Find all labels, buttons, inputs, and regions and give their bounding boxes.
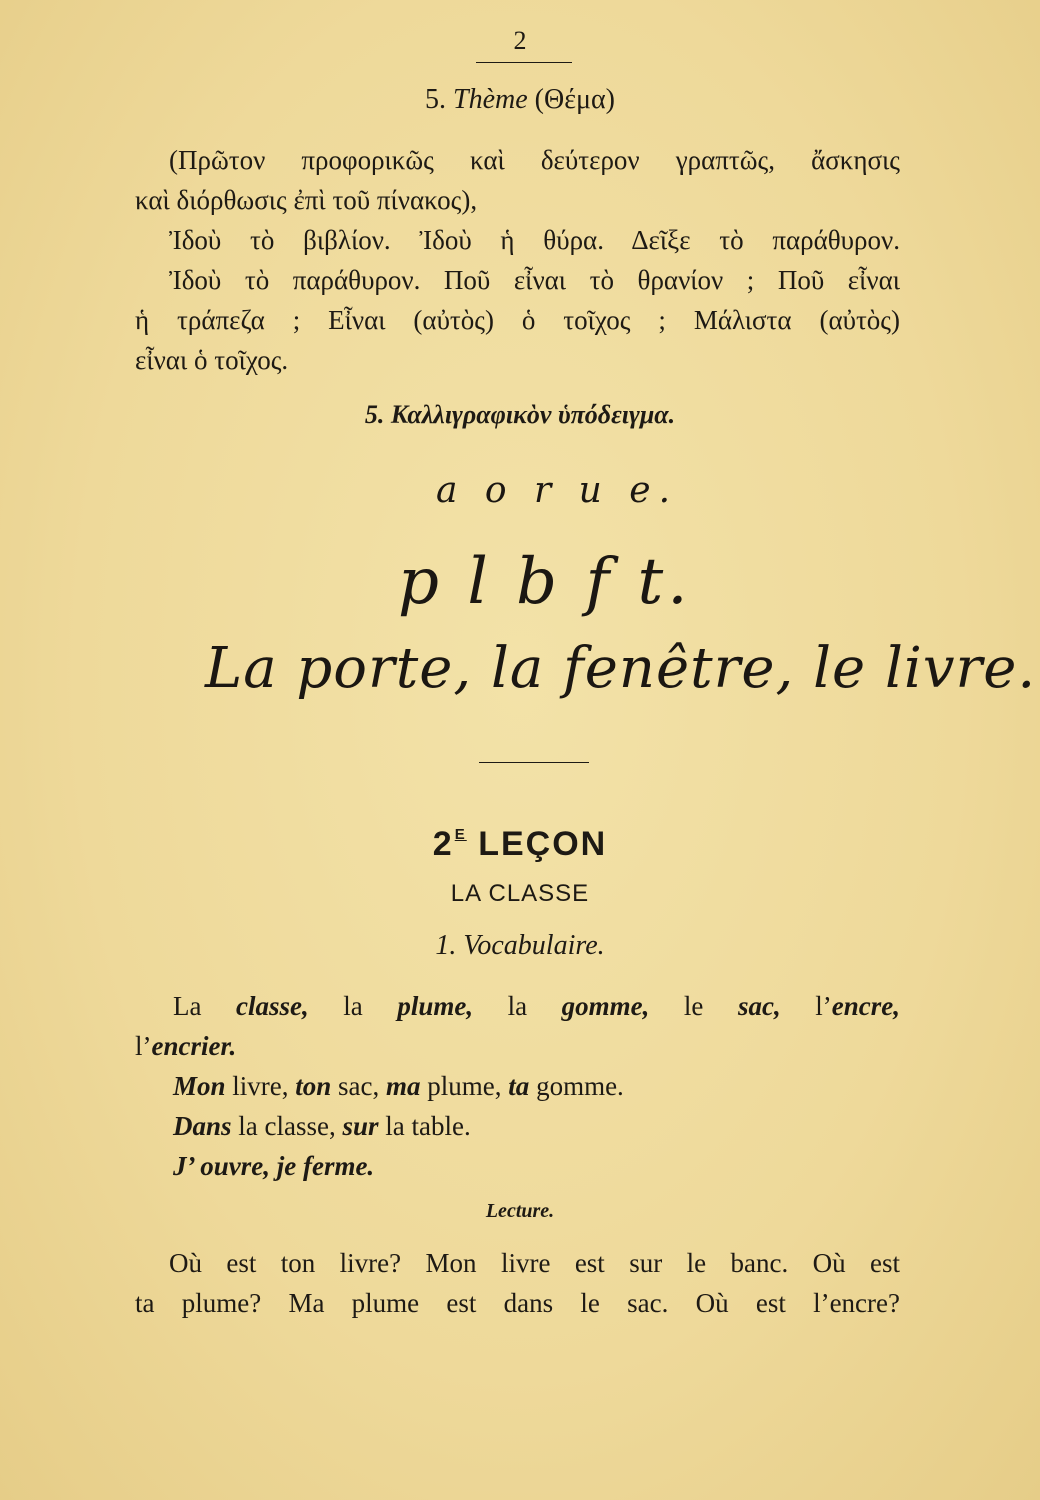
vocab-text: la classe, [231, 1111, 343, 1141]
vocab-line [135, 1066, 900, 1106]
exercise-line: Ἰδοὺ τὸ παράθυρον. Ποῦ εἶναι τὸ θρανίον ; Ποῦ εἶναι [169, 265, 900, 295]
vocab-word: sur [342, 1111, 379, 1141]
vocab-text: livre, [225, 1071, 296, 1101]
exercise-line: Ἰδοὺ τὸ βιβλίον. Ἰδοὺ ἡ θύρα. Δεῖξε τὸ παράθυρον. [169, 225, 900, 255]
lesson-number-sup: E [454, 826, 467, 843]
vocabulary-heading: 1. Vocabulaire. [435, 930, 605, 961]
vocab-text: la table. [378, 1111, 471, 1141]
greek-exercise [135, 140, 900, 380]
section-divider [479, 762, 589, 763]
exercise-line: εἶναι ὁ τοῖχος. [135, 345, 289, 375]
vocab-word: ta [508, 1071, 530, 1101]
vocab-word: sac, [737, 991, 781, 1021]
calligraphy-vowels: a o r u e. [436, 470, 679, 511]
vocab-text: gomme. [529, 1071, 624, 1101]
vocab-word: ma [386, 1071, 421, 1101]
vocab-text: la [308, 991, 398, 1021]
vocab-line [135, 1106, 900, 1146]
page-number-rule [476, 62, 572, 63]
vocab-text: le [649, 991, 738, 1021]
vocab-word: encre, [831, 991, 900, 1021]
lecture-heading: Lecture. [485, 1200, 555, 1222]
vocab-word: encrier. [151, 1031, 237, 1061]
vocabulary-block [135, 986, 900, 1186]
theme-label: Thème [453, 84, 528, 115]
theme-greek: (Θέμα) [534, 84, 615, 115]
vocab-text: sac, [331, 1071, 387, 1101]
vocab-word: J’ ouvre, je ferme. [173, 1151, 375, 1181]
calligraphy-sentence: La porte, la fenêtre, le livre. [205, 636, 1037, 701]
vocab-text: la [473, 991, 562, 1021]
lesson-title [0, 825, 1040, 864]
exercise-line: (Πρῶτον προφορικῶς καὶ δεύτερον γραπτῶς, ἄσκησις [169, 145, 900, 175]
vocab-word: Mon [173, 1071, 226, 1101]
calligraphy-heading: 5. Καλλιγραφικὸν ὑπόδειγμα. [364, 400, 676, 429]
lesson-number: 2 [432, 825, 454, 863]
vocab-text: l’ [135, 1031, 152, 1061]
theme-heading [0, 84, 1040, 116]
exercise-line: καὶ διόρθωσις ἐπὶ τοῦ πίνακος), [135, 185, 478, 215]
reading-line: ta plume? Ma plume est dans le sac. Où est l’encre? [135, 1288, 900, 1318]
vocab-text: l’ [780, 991, 832, 1021]
vocab-line [135, 1026, 900, 1066]
vocab-word: classe, [236, 991, 309, 1021]
page-number: 2 [513, 26, 527, 55]
vocab-word: ton [295, 1071, 332, 1101]
theme-number: 5. [425, 84, 447, 115]
vocab-line [135, 986, 900, 1026]
exercise-line: ἡ τράπεζα ; Εἶναι (αὐτὸς) ὁ τοῖχος ; Μάλιστα (αὐτὸς) [135, 305, 900, 335]
vocab-word: plume, [397, 991, 474, 1021]
vocab-line [135, 1146, 900, 1186]
vocab-word: gomme, [561, 991, 650, 1021]
reading-passage [135, 1243, 900, 1323]
lesson-word: LEÇON [478, 825, 608, 863]
vocab-word: Dans [173, 1111, 232, 1141]
calligraphy-letters: p l b f t. [398, 545, 692, 619]
lesson-subtitle: LA CLASSE [450, 880, 590, 907]
vocab-text: plume, [420, 1071, 509, 1101]
reading-line: Où est ton livre? Mon livre est sur le banc. Où est [169, 1248, 900, 1278]
vocab-text: La [173, 991, 237, 1021]
